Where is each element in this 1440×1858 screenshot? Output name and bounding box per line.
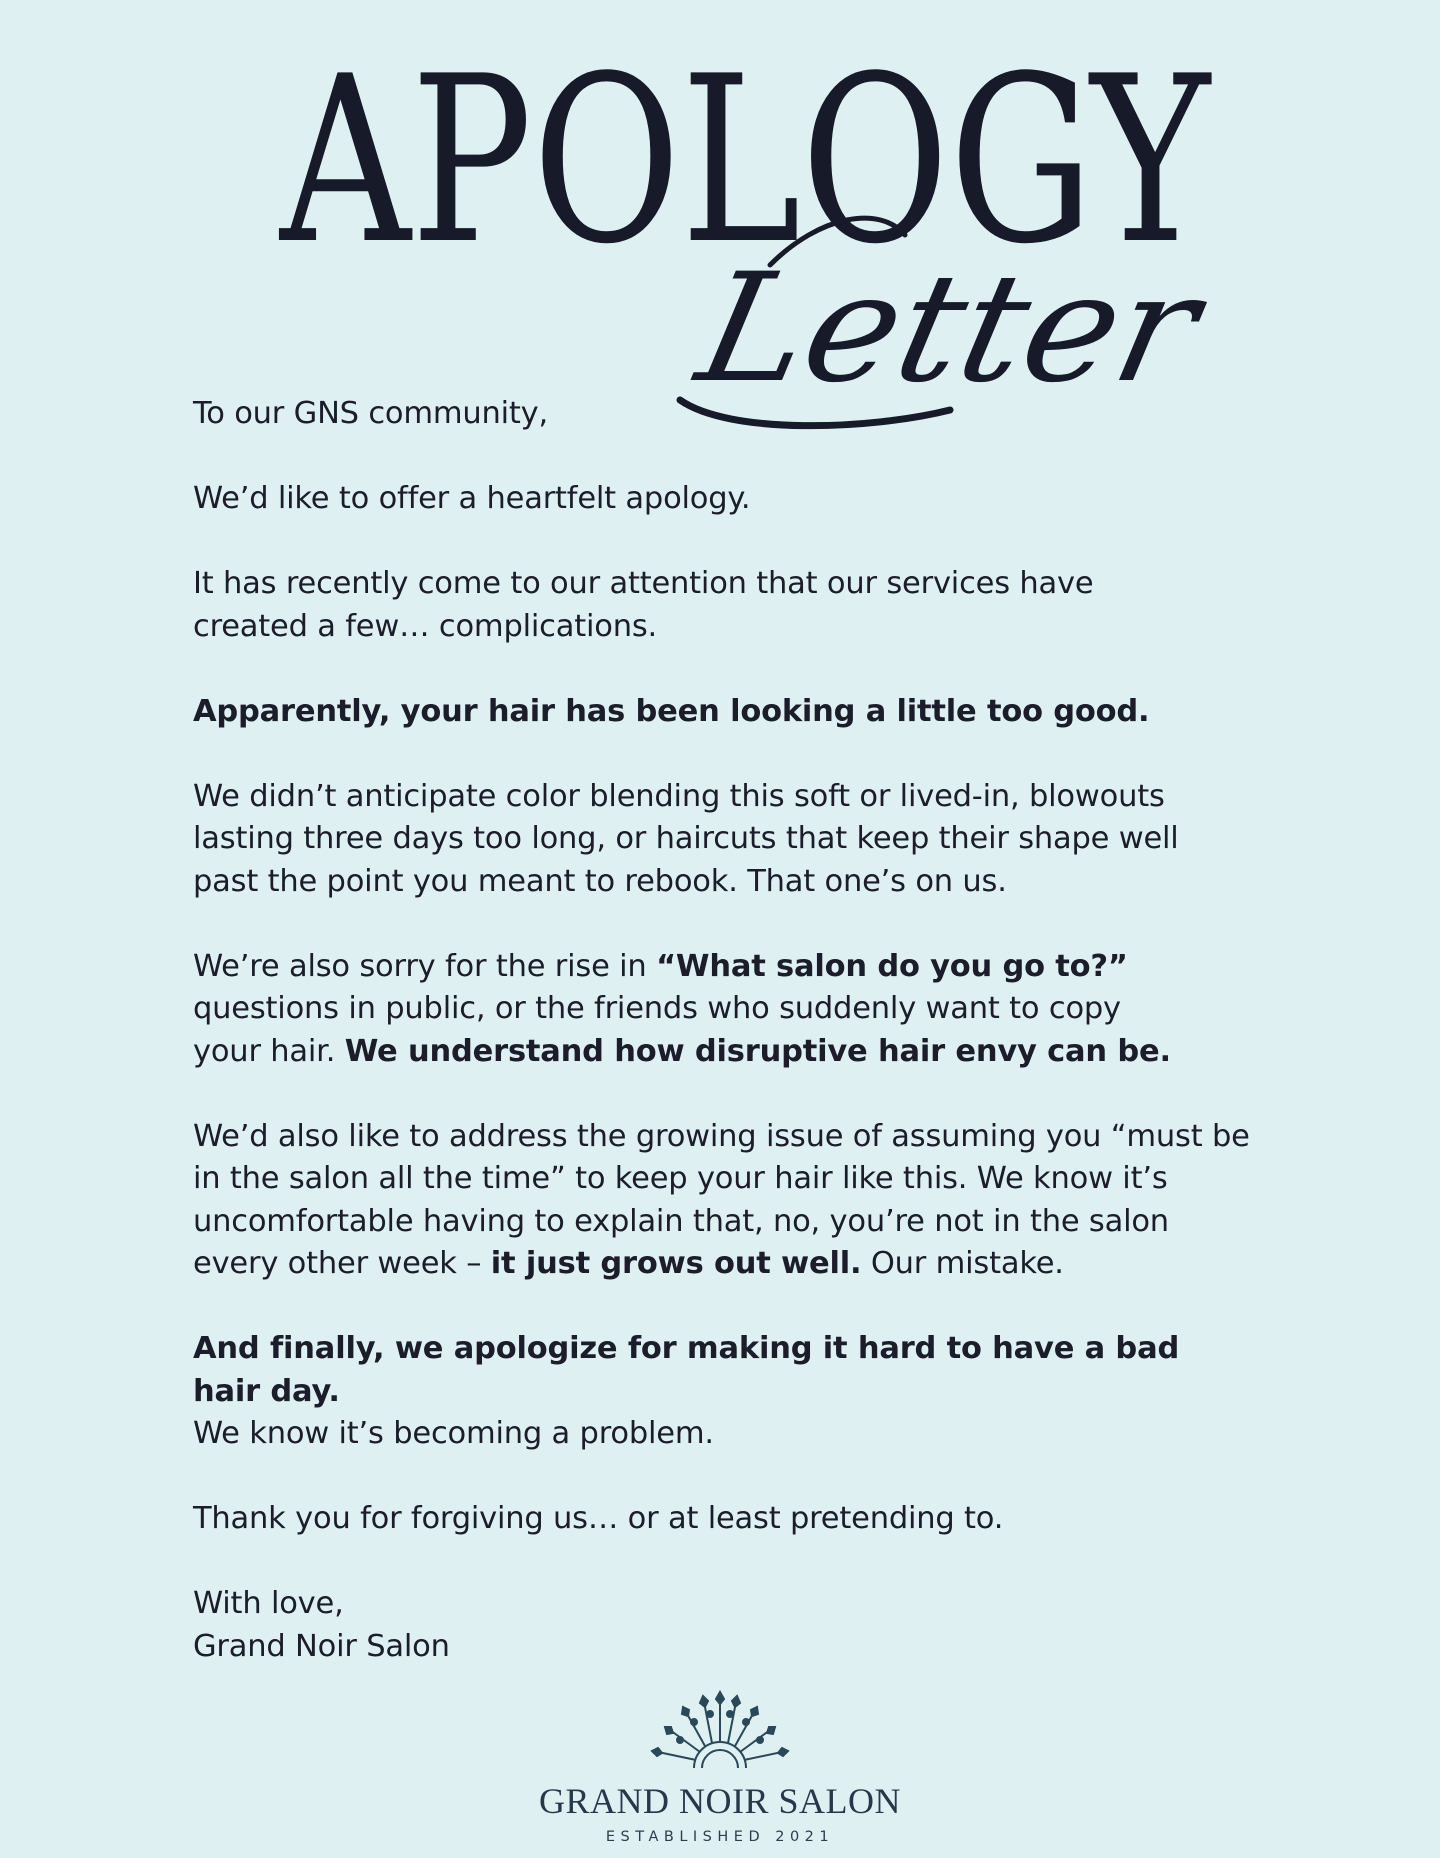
- letter-signature: Grand Noir Salon: [193, 1628, 450, 1664]
- letter-paragraph-5: [193, 946, 1193, 1074]
- p5-text-a: We’re also sorry for the rise in: [193, 948, 657, 984]
- letter-body: [193, 393, 1253, 1668]
- letter-paragraph-3: Apparently, your hair has been looking a little too good.: [193, 693, 1150, 729]
- letter-closing: With love,: [193, 1586, 344, 1621]
- letter-greeting: To our GNS community,: [193, 396, 549, 431]
- letter-paragraph-1: We’d like to offer a heartfelt apology.: [193, 481, 751, 516]
- sunburst-logo-icon: [644, 1690, 796, 1772]
- letter-paragraph-8: Thank you for forgiving us… or at least pretending to.: [193, 1501, 1004, 1536]
- p5-emphasis: We understand how disruptive hair envy can be.: [344, 1033, 1171, 1069]
- letter-paragraph-7a: And finally, we apologize for making it hard to have a bad hair day.: [193, 1331, 1180, 1409]
- p6-emphasis: it just grows out well.: [490, 1246, 862, 1281]
- p6-text-a: We’d also like to address the growing issue of assuming you “must be in the salon all the time” to keep your hair like this. We know it’s uncomfortable having to explain that, no, you’re not in the salon every other week –: [193, 1118, 1250, 1281]
- p5-quote: “What salon do you go to?”: [656, 948, 1128, 984]
- letter-paragraph-7b: We know it’s becoming a problem.: [193, 1416, 714, 1451]
- letter-paragraph-2: It has recently come to our attention that our services have created a few… complications.: [193, 566, 1094, 644]
- salon-logo-name: GRAND NOIR SALON: [538, 1781, 901, 1821]
- p5-text-c: questions in public, or the friends who suddenly want to copy your hair.: [193, 991, 1121, 1069]
- p6-text-c: Our mistake.: [861, 1246, 1064, 1281]
- salon-logo-established: ESTABLISHED 2021: [605, 1829, 835, 1845]
- salon-logo: [520, 1690, 920, 1858]
- letter-paragraph-6: [193, 1116, 1253, 1286]
- title-apology-text: APOLOGY: [278, 30, 1212, 260]
- letter-paragraph-4: We didn’t anticipate color blending this soft or lived-in, blowouts lasting three days too long, or haircuts that keep their shape well past the point you meant to rebook. That one’s on us.: [193, 778, 1179, 899]
- title-letter-text: Letter: [685, 240, 1192, 416]
